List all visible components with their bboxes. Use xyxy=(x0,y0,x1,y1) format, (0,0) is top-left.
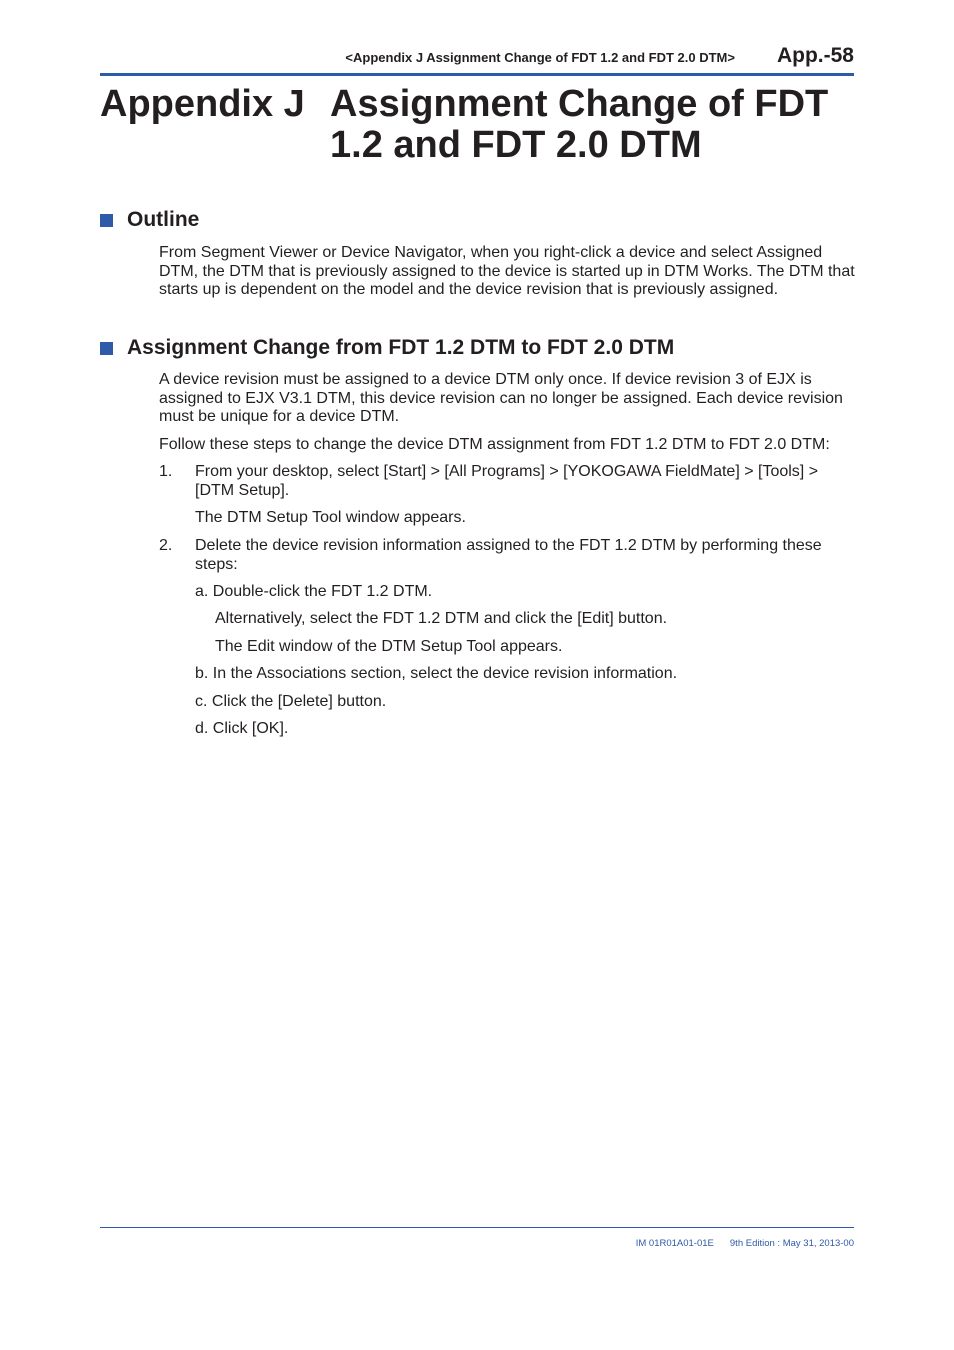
chapter-title: Assignment Change of FDT 1.2 and FDT 2.0 DTM xyxy=(330,83,829,166)
square-bullet-icon xyxy=(100,214,113,227)
step-result: The DTM Setup Tool window appears. xyxy=(195,509,466,526)
page-header xyxy=(100,44,854,68)
section-heading-assignment xyxy=(100,336,674,360)
substep-b: b. In the Associations section, select the device revision information. xyxy=(195,665,678,682)
section-heading-outline xyxy=(100,208,199,232)
chapter-heading xyxy=(100,84,860,166)
substep-c: c. Click the [Delete] button. xyxy=(195,693,387,710)
substep-a: a. Double-click the FDT 1.2 DTM. xyxy=(195,583,433,600)
step-number: 1. xyxy=(159,463,173,480)
assignment-intro-paragraph: A device revision must be assigned to a device DTM only once. If device revision 3 of EJX is assigned to EJX V3.1 DTM, this device revision can no longer be assigned. Each device revision must be unique for a device DTM. xyxy=(159,371,843,425)
substep-a-result: The Edit window of the DTM Setup Tool appears. xyxy=(215,638,563,655)
section-title: Assignment Change from FDT 1.2 DTM to FDT 2.0 DTM xyxy=(127,336,675,359)
running-title: <Appendix J Assignment Change of FDT 1.2 and FDT 2.0 DTM> xyxy=(345,50,735,65)
step-text: From your desktop, select [Start] > [All Programs] > [YOKOGAWA FieldMate] > [Tools] > [DTM Setup]. xyxy=(195,463,819,499)
page-footer xyxy=(636,1238,854,1249)
section-title: Outline xyxy=(127,208,200,231)
steps-intro-paragraph: Follow these steps to change the device DTM assignment from FDT 1.2 DTM to FDT 2.0 DTM: xyxy=(159,436,830,453)
substep-a-alternative: Alternatively, select the FDT 1.2 DTM and click the [Edit] button. xyxy=(215,610,668,627)
edition-info: 9th Edition : May 31, 2013-00 xyxy=(729,1238,854,1249)
document-id: IM 01R01A01-01E xyxy=(635,1238,714,1249)
square-bullet-icon xyxy=(100,342,113,355)
header-divider xyxy=(100,73,854,76)
step-number: 2. xyxy=(159,537,173,554)
substep-d: d. Click [OK]. xyxy=(195,720,289,737)
step-text: Delete the device revision information assigned to the FDT 1.2 DTM by performing these steps: xyxy=(195,537,822,573)
outline-paragraph: From Segment Viewer or Device Navigator, when you right-click a device and select Assigned DTM, the DTM that is previously assigned to the device is started up in DTM Works. The DTM that starts up is dependent on the model and the device revision that is previously assigned. xyxy=(159,244,855,298)
footer-divider xyxy=(100,1227,854,1228)
chapter-label: Appendix J xyxy=(100,83,305,125)
page-number: App.-58 xyxy=(776,44,854,67)
